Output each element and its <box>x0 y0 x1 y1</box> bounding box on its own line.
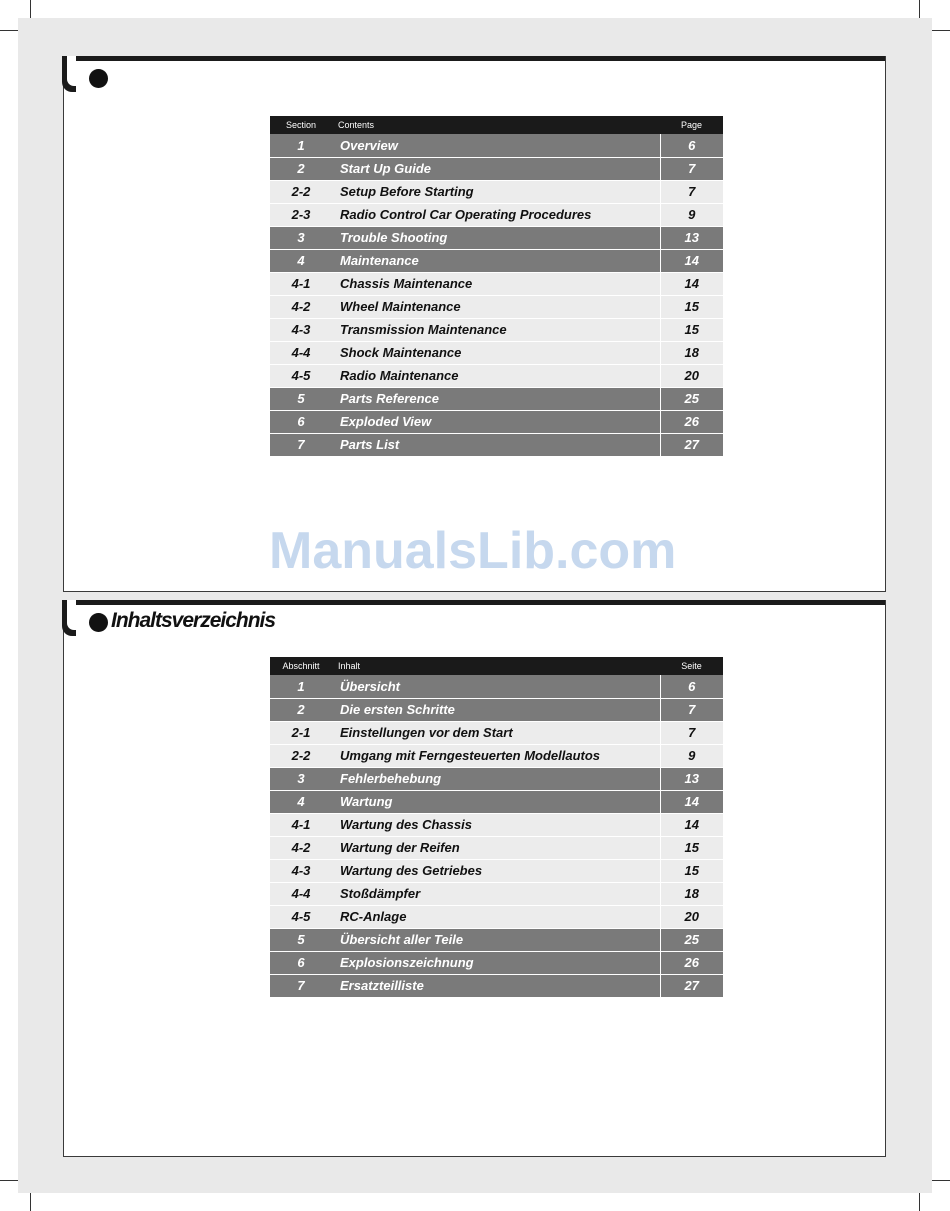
row-page: 18 <box>660 341 723 364</box>
row-page: 27 <box>660 974 723 997</box>
row-page: 26 <box>660 951 723 974</box>
row-section: 4-4 <box>270 882 332 905</box>
row-page: 7 <box>660 698 723 721</box>
table-row <box>270 767 723 790</box>
table-row <box>270 675 723 698</box>
row-contents: Start Up Guide <box>332 157 660 180</box>
row-page: 15 <box>660 859 723 882</box>
row-section: 4-1 <box>270 813 332 836</box>
crop-mark <box>0 1180 18 1181</box>
crop-mark <box>30 1193 31 1211</box>
panel-top-bar <box>64 600 885 605</box>
row-contents: Radio Maintenance <box>332 364 660 387</box>
crop-mark <box>919 0 920 18</box>
row-section: 2 <box>270 157 332 180</box>
row-page: 14 <box>660 249 723 272</box>
row-contents: Exploded View <box>332 410 660 433</box>
row-section: 4-2 <box>270 295 332 318</box>
row-contents: Übersicht <box>332 675 660 698</box>
row-contents: Wartung der Reifen <box>332 836 660 859</box>
panel-tab-decoration <box>62 600 76 636</box>
header-contents: Inhalt <box>332 657 660 675</box>
row-contents: Explosionszeichnung <box>332 951 660 974</box>
row-section: 7 <box>270 433 332 456</box>
crop-mark <box>0 30 18 31</box>
row-section: 2-1 <box>270 721 332 744</box>
row-contents: Übersicht aller Teile <box>332 928 660 951</box>
header-page: Seite <box>660 657 723 675</box>
table-row <box>270 203 723 226</box>
bullet-icon <box>89 613 108 632</box>
crop-mark <box>30 0 31 18</box>
row-contents: Wartung des Chassis <box>332 813 660 836</box>
crop-mark <box>932 1180 950 1181</box>
row-page: 14 <box>660 272 723 295</box>
table-row <box>270 882 723 905</box>
row-page: 25 <box>660 387 723 410</box>
toc-panel-german <box>63 600 886 1157</box>
row-page: 7 <box>660 180 723 203</box>
row-section: 4-4 <box>270 341 332 364</box>
row-section: 4-3 <box>270 318 332 341</box>
row-section: 4 <box>270 249 332 272</box>
row-page: 9 <box>660 203 723 226</box>
row-section: 2-3 <box>270 203 332 226</box>
table-row <box>270 387 723 410</box>
table-row <box>270 364 723 387</box>
row-page: 15 <box>660 318 723 341</box>
row-section: 5 <box>270 387 332 410</box>
toc-table-english <box>270 116 723 457</box>
row-contents: Wheel Maintenance <box>332 295 660 318</box>
table-row <box>270 341 723 364</box>
table-row <box>270 928 723 951</box>
panel-tab-decoration <box>62 56 76 92</box>
row-page: 26 <box>660 410 723 433</box>
row-page: 18 <box>660 882 723 905</box>
row-page: 13 <box>660 767 723 790</box>
row-page: 14 <box>660 813 723 836</box>
table-row <box>270 318 723 341</box>
table-row <box>270 974 723 997</box>
row-contents: Transmission Maintenance <box>332 318 660 341</box>
row-page: 7 <box>660 721 723 744</box>
row-section: 4-5 <box>270 905 332 928</box>
toc-table-german <box>270 657 723 998</box>
panel-top-bar <box>64 56 885 61</box>
row-page: 13 <box>660 226 723 249</box>
row-section: 1 <box>270 675 332 698</box>
panel-title: Inhaltsverzeichnis <box>111 609 276 632</box>
header-section: Abschnitt <box>270 657 332 675</box>
row-page: 14 <box>660 790 723 813</box>
table-row <box>270 157 723 180</box>
row-contents: Parts List <box>332 433 660 456</box>
row-contents: RC-Anlage <box>332 905 660 928</box>
row-section: 7 <box>270 974 332 997</box>
table-row <box>270 698 723 721</box>
table-row <box>270 744 723 767</box>
row-contents: Trouble Shooting <box>332 226 660 249</box>
row-page: 15 <box>660 295 723 318</box>
row-page: 6 <box>660 675 723 698</box>
header-page: Page <box>660 116 723 134</box>
row-page: 15 <box>660 836 723 859</box>
row-contents: Umgang mit Ferngesteuerten Modellautos <box>332 744 660 767</box>
table-row <box>270 410 723 433</box>
row-contents: Setup Before Starting <box>332 180 660 203</box>
table-row <box>270 272 723 295</box>
row-section: 6 <box>270 951 332 974</box>
row-contents: Chassis Maintenance <box>332 272 660 295</box>
row-contents: Ersatzteilliste <box>332 974 660 997</box>
row-section: 3 <box>270 226 332 249</box>
row-page: 25 <box>660 928 723 951</box>
table-header-row <box>270 116 723 134</box>
table-row <box>270 180 723 203</box>
row-contents: Overview <box>332 134 660 157</box>
row-page: 6 <box>660 134 723 157</box>
header-contents: Contents <box>332 116 660 134</box>
row-contents: Wartung des Getriebes <box>332 859 660 882</box>
row-section: 4 <box>270 790 332 813</box>
table-row <box>270 721 723 744</box>
row-contents: Shock Maintenance <box>332 341 660 364</box>
table-row <box>270 249 723 272</box>
row-section: 6 <box>270 410 332 433</box>
table-row <box>270 859 723 882</box>
header-section: Section <box>270 116 332 134</box>
table-row <box>270 790 723 813</box>
table-row <box>270 813 723 836</box>
row-section: 1 <box>270 134 332 157</box>
watermark: ManualsLib.com <box>269 522 677 580</box>
row-contents: Einstellungen vor dem Start <box>332 721 660 744</box>
table-row <box>270 905 723 928</box>
row-contents: Maintenance <box>332 249 660 272</box>
crop-mark <box>932 30 950 31</box>
row-section: 3 <box>270 767 332 790</box>
row-section: 5 <box>270 928 332 951</box>
row-section: 4-2 <box>270 836 332 859</box>
table-row <box>270 951 723 974</box>
row-section: 4-3 <box>270 859 332 882</box>
row-contents: Parts Reference <box>332 387 660 410</box>
bullet-icon <box>89 69 108 88</box>
row-page: 27 <box>660 433 723 456</box>
table-row <box>270 295 723 318</box>
table-row <box>270 226 723 249</box>
row-section: 4-1 <box>270 272 332 295</box>
row-page: 7 <box>660 157 723 180</box>
table-row <box>270 433 723 456</box>
row-contents: Die ersten Schritte <box>332 698 660 721</box>
row-section: 4-5 <box>270 364 332 387</box>
row-section: 2-2 <box>270 180 332 203</box>
row-contents: Fehlerbehebung <box>332 767 660 790</box>
row-page: 9 <box>660 744 723 767</box>
row-section: 2-2 <box>270 744 332 767</box>
row-contents: Wartung <box>332 790 660 813</box>
row-section: 2 <box>270 698 332 721</box>
table-row <box>270 134 723 157</box>
table-header-row <box>270 657 723 675</box>
row-page: 20 <box>660 364 723 387</box>
row-contents: Stoßdämpfer <box>332 882 660 905</box>
table-row <box>270 836 723 859</box>
toc-panel-english <box>63 56 886 592</box>
row-page: 20 <box>660 905 723 928</box>
crop-mark <box>919 1193 920 1211</box>
row-contents: Radio Control Car Operating Procedures <box>332 203 660 226</box>
